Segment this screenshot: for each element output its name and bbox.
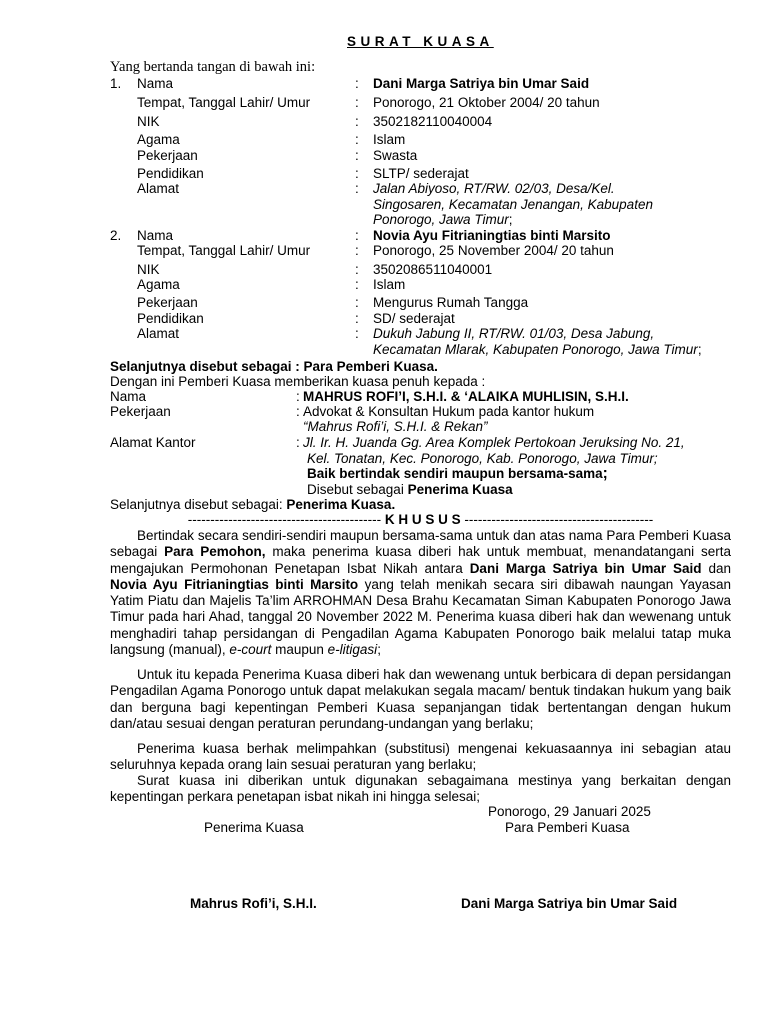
person-1-pekerjaan-value: Swasta: [373, 148, 418, 163]
colon: :: [296, 389, 300, 404]
person-1-nik-label: NIK: [137, 114, 160, 129]
baik-bertindak-line: [307, 466, 608, 482]
intro-line: Yang bertanda tangan di bawah ini:: [110, 59, 316, 75]
colon: :: [355, 228, 359, 243]
place-date: Ponorogo, 29 Januari 2025: [488, 804, 651, 819]
person-1-alamat-label: Alamat: [137, 181, 180, 196]
person-1-ttl-value: Ponorogo, 21 Oktober 2004/ 20 tahun: [373, 95, 600, 110]
colon: :: [355, 132, 359, 147]
attorney-firm: “Mahrus Rofi’i, S.H.I. & Rekan”: [303, 419, 488, 434]
attorney-pekerjaan-label: Pekerjaan: [110, 404, 171, 419]
document-title: SURAT KUASA: [347, 34, 494, 49]
attorney-alamat-label: Alamat Kantor: [110, 435, 196, 450]
colon: :: [355, 326, 359, 341]
person-1-agama-label: Agama: [137, 132, 180, 147]
alamat-text: Kecamatan Mlarak, Kabupaten Ponorogo, Jawa Timur: [373, 342, 698, 357]
person-2-agama-value: Islam: [373, 277, 406, 292]
colon: :: [355, 148, 359, 163]
p1-text-2: maka penerima kuasa diberi hak untuk membuat, menandatangani serta mengajukan Permohonan Penetapan Isbat Nikah antara: [110, 544, 731, 576]
body-paragraph-4: Surat kuasa ini diberikan untuk digunakan sebagaimana mestinya yang berkaitan dengan kepentingan perkara penetapan isbat nikah ini hingga selesai;: [110, 773, 731, 805]
p1-text-5: maupun: [271, 642, 328, 658]
person-2-nik-value: 3502086511040001: [373, 262, 493, 277]
alamat-end: ;: [697, 342, 702, 357]
person-1-pendidikan-label: Pendidikan: [137, 166, 204, 181]
baik-text: Baik bertindak sendiri maupun bersama-sama: [307, 466, 603, 481]
khusus-dashes-left: -------------------------------------------: [187, 512, 382, 527]
person-2-pekerjaan-label: Pekerjaan: [137, 295, 198, 310]
colon: :: [296, 404, 300, 419]
person-2-nama-value: Novia Ayu Fitrianingtias binti Marsito: [373, 228, 611, 243]
attorney-alamat-line-2: Kel. Tonatan, Kec. Ponorogo, Kab. Ponorogo, Jawa Timur;: [307, 451, 658, 466]
p1-italic-ecourt: e-court: [229, 642, 272, 658]
khusus-dashes-right: ------------------------------------------: [464, 512, 654, 527]
colon: :: [355, 295, 359, 310]
colon: :: [296, 435, 300, 450]
body-paragraph-3: Penerima kuasa berhak melimpahkan (substitusi) mengenai kekuasaannya ini sebagian atau seluruhnya kepada orang lain sesuai peraturan yang berlaku;: [110, 741, 731, 773]
person-1-alamat-line-2: Singosaren, Kecamatan Jenangan, Kabupaten: [373, 197, 653, 212]
person-1-nama-label: Nama: [137, 76, 174, 91]
person-1-nik-value: 3502182110040004: [373, 114, 493, 129]
person-1-alamat-line-3: [373, 212, 512, 228]
attorney-nama-label: Nama: [110, 389, 147, 404]
body-paragraph-2: Untuk itu kepada Penerima Kuasa diberi hak dan wewenang untuk berbicara di depan persidangan Pengadilan Agama Ponorogo untuk dapat melakukan segala macam/ bentuk tindakan hukum yang baik dan berguna bagi kepentingan Pemberi Kuasa sepanjangan tidak bertentangan dengan hukum dan/atau sesuai dengan peraturan perundang-undangan yang berlaku;: [110, 667, 731, 731]
p1-bold-name-2: Novia Ayu Fitrianingtias binti Marsito: [110, 576, 359, 592]
p1-bold-pemohon: Para Pemohon,: [164, 544, 266, 560]
p1-bold-name-1: Dani Marga Satriya bin Umar Said: [469, 560, 702, 576]
p1-text-1: Bertindak secara sendiri-sendiri maupun bersama-sama untuk dan atas nama Para Pemberi Kuasa sebagai: [110, 528, 731, 560]
colon: :: [355, 311, 359, 326]
person-2-nik-label: NIK: [137, 262, 160, 277]
person-2-number: 2.: [110, 228, 122, 243]
person-2-nama-label: Nama: [137, 228, 174, 243]
alamat-end: ;: [508, 212, 513, 227]
person-1-agama-value: Islam: [373, 132, 406, 147]
person-2-pendidikan-value: SD/ sederajat: [373, 311, 455, 326]
person-2-agama-label: Agama: [137, 277, 180, 292]
person-1-pekerjaan-label: Pekerjaan: [137, 148, 198, 163]
sign-left-name: Mahrus Rofi’i, S.H.I.: [190, 896, 317, 911]
alamat-text: Ponorogo, Jawa Timur: [373, 212, 509, 227]
colon: :: [355, 114, 359, 129]
colon: :: [355, 76, 359, 91]
attorney-pekerjaan-value: Advokat & Konsultan Hukum pada kantor hukum: [303, 404, 595, 419]
para-pemberi-line: Selanjutnya disebut sebagai : Para Pemberi Kuasa.: [110, 359, 438, 374]
person-1-number: 1.: [110, 76, 122, 91]
attorney-nama-value: MAHRUS ROFI’I, S.H.I. & ‘ALAIKA MUHLISIN, S.H.I.: [303, 389, 629, 404]
baik-end: ;: [602, 465, 608, 482]
p1-text-6: ;: [377, 642, 381, 658]
person-2-pekerjaan-value: Mengurus Rumah Tangga: [373, 295, 529, 310]
colon: :: [355, 181, 359, 196]
p1-italic-elitigasi: e-litigasi: [327, 642, 378, 658]
p1-text-3: dan: [701, 560, 731, 576]
disebut-line: [307, 482, 513, 498]
colon: :: [355, 95, 359, 110]
p1-text-4: yang telah menikah secara siri dibawah naungan Yayasan Yatim Piatu dan Majelis Ta’lim ARROHMAN Desa Brahu Kecamatan Siman Kabupaten Ponorogo Jawa Timur pada hari Ahad, tanggal 20 November 2022 M. Penerima kuasa diberi hak dan wewenang untuk menghadiri tahap persidangan di Pengadilan Agama Kabupaten Ponorogo baik melalui tatap muka langsung (manual),: [110, 576, 731, 658]
colon: :: [355, 243, 359, 258]
person-1-pendidikan-value: SLTP/ sederajat: [373, 166, 469, 181]
sign-left-role: Penerima Kuasa: [204, 820, 304, 835]
selanjutnya-prefix: Selanjutnya disebut sebagai:: [110, 497, 287, 512]
person-2-alamat-line-2: [373, 342, 702, 358]
disebut-prefix: Disebut sebagai: [307, 482, 408, 497]
person-2-ttl-label: Tempat, Tanggal Lahir/ Umur: [137, 243, 311, 258]
person-2-alamat-line-1: Dukuh Jabung II, RT/RW. 01/03, Desa Jabung,: [373, 326, 655, 341]
colon: :: [355, 277, 359, 292]
khusus-separator: [110, 512, 731, 528]
selanjutnya-bold: Penerima Kuasa.: [286, 497, 396, 512]
person-1-alamat-line-1: Jalan Abiyoso, RT/RW. 02/03, Desa/Kel.: [373, 181, 615, 196]
body-paragraph-1: [110, 528, 731, 658]
person-2-alamat-label: Alamat: [137, 326, 180, 341]
attorney-alamat-line-1: Jl. Ir. H. Juanda Gg. Area Komplek Pertokoan Jeruksing No. 21,: [303, 435, 685, 450]
person-1-nama-value: Dani Marga Satriya bin Umar Said: [373, 76, 590, 91]
colon: :: [355, 262, 359, 277]
person-2-pendidikan-label: Pendidikan: [137, 311, 204, 326]
khusus-word: K H U S U S: [381, 512, 465, 527]
person-1-ttl-label: Tempat, Tanggal Lahir/ Umur: [137, 95, 311, 110]
sign-right-name: Dani Marga Satriya bin Umar Said: [461, 896, 678, 911]
person-2-ttl-value: Ponorogo, 25 November 2004/ 20 tahun: [373, 243, 614, 258]
selanjutnya-line: [110, 497, 395, 513]
dengan-line: Dengan ini Pemberi Kuasa memberikan kuasa penuh kepada :: [110, 374, 486, 389]
sign-right-role: Para Pemberi Kuasa: [505, 820, 630, 835]
disebut-bold: Penerima Kuasa: [407, 482, 513, 497]
colon: :: [355, 166, 359, 181]
